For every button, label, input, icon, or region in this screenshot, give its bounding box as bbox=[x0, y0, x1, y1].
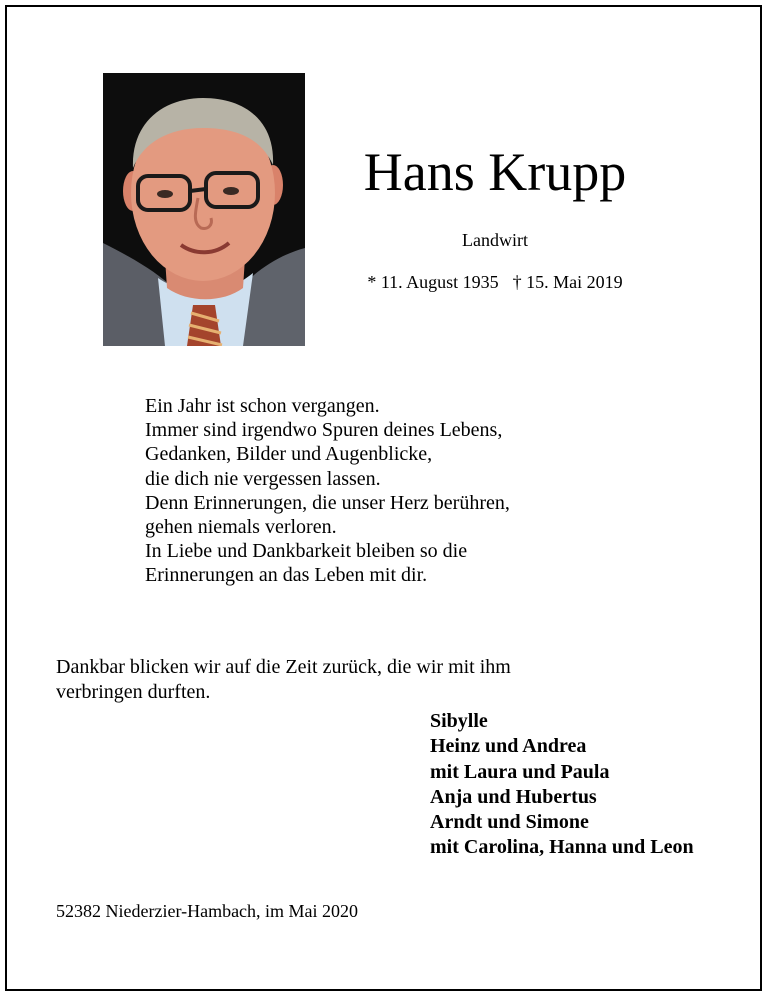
deceased-name: Hans Krupp bbox=[363, 142, 627, 202]
poem-line: die dich nie vergessen lassen. bbox=[145, 467, 381, 490]
poem-line: In Liebe und Dankbarkeit bleiben so die bbox=[145, 540, 468, 563]
thanks-line: verbringen durften. bbox=[56, 681, 211, 703]
family-member: mit Carolina, Hanna und Leon bbox=[430, 836, 694, 859]
occupation: Landwirt bbox=[462, 230, 528, 250]
family-member: Heinz und Andrea bbox=[430, 735, 587, 758]
death-date: † 15. Mai 2019 bbox=[512, 272, 623, 292]
birth-date: * 11. August 1935 bbox=[367, 272, 499, 292]
life-dates bbox=[330, 271, 660, 293]
poem-line: Denn Erinnerungen, die unser Herz berühren, bbox=[145, 491, 510, 514]
poem-line: Ein Jahr ist schon vergangen. bbox=[145, 395, 380, 417]
family-member: mit Laura und Paula bbox=[430, 760, 610, 783]
place-and-date: 52382 Niederzier-Hambach, im Mai 2020 bbox=[56, 901, 359, 921]
family-member: Arndt und Simone bbox=[430, 811, 589, 834]
thanks-text bbox=[56, 655, 511, 705]
thanks-line: Dankbar blicken wir auf die Zeit zurück, die wir mit ihm bbox=[56, 656, 511, 678]
family-signatures bbox=[430, 709, 694, 861]
family-member: Anja und Hubertus bbox=[430, 785, 597, 808]
poem-line: gehen niemals verloren. bbox=[145, 516, 337, 539]
poem-line: Immer sind irgendwo Spuren deines Lebens, bbox=[145, 419, 503, 442]
memorial-poem bbox=[145, 394, 510, 588]
family-member: Sibylle bbox=[430, 710, 488, 732]
portrait-photo bbox=[103, 73, 305, 346]
poem-line: Erinnerungen an das Leben mit dir. bbox=[145, 564, 428, 587]
poem-line: Gedanken, Bilder und Augenblicke, bbox=[145, 443, 433, 466]
